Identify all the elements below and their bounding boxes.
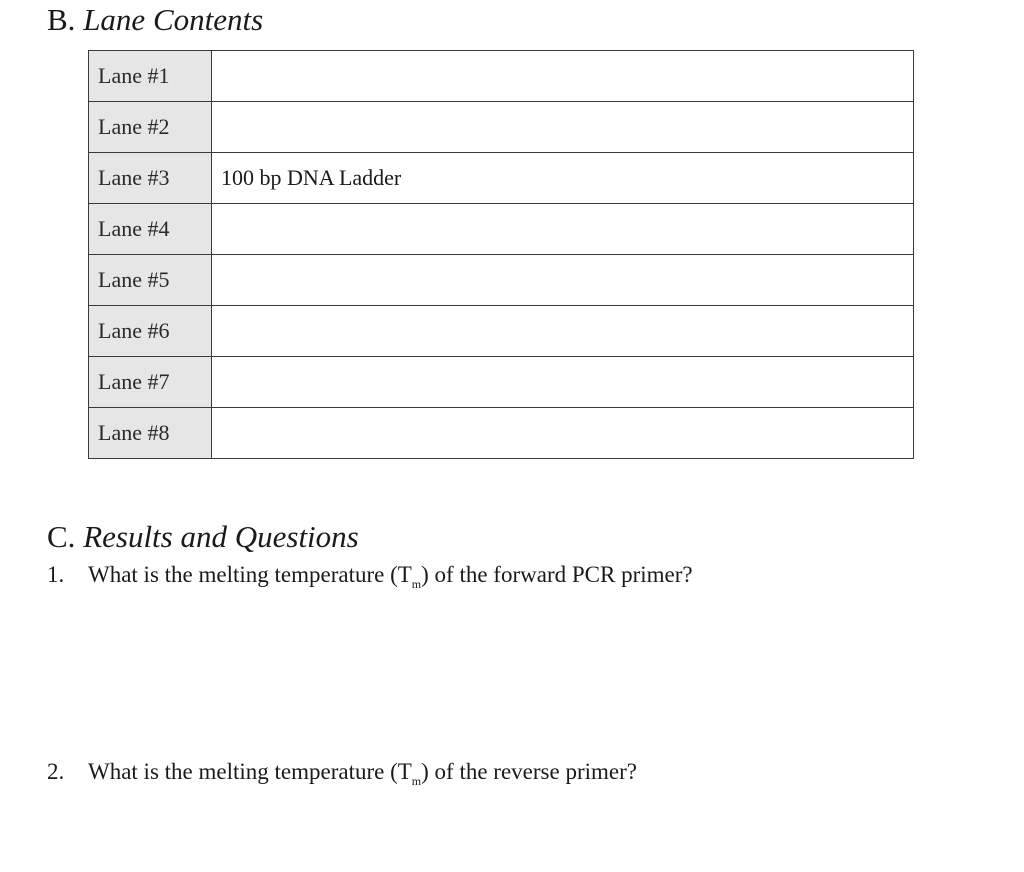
lane-content-cell[interactable] <box>212 204 914 255</box>
lane-label: Lane #7 <box>89 357 212 408</box>
lane-row-5 <box>89 255 914 306</box>
lane-contents-table <box>88 50 914 459</box>
section-c-title: Results and Questions <box>83 519 359 554</box>
lane-row-3 <box>89 153 914 204</box>
question-2 <box>47 759 637 788</box>
lane-row-1 <box>89 51 914 102</box>
question-text-start: What is the melting temperature (T <box>88 562 412 587</box>
lane-label: Lane #6 <box>89 306 212 357</box>
question-text-end: ) of the forward PCR primer? <box>421 562 693 587</box>
lane-label: Lane #5 <box>89 255 212 306</box>
lane-content-cell[interactable]: 100 bp DNA Ladder <box>212 153 914 204</box>
question-subscript: m <box>411 577 422 591</box>
lane-label: Lane #1 <box>89 51 212 102</box>
question-1 <box>47 562 693 591</box>
lane-label: Lane #4 <box>89 204 212 255</box>
question-text-start: What is the melting temperature (T <box>88 759 412 784</box>
lane-content-cell[interactable] <box>212 51 914 102</box>
section-b-title: Lane Contents <box>83 2 264 37</box>
lane-row-8 <box>89 408 914 459</box>
lane-label: Lane #2 <box>89 102 212 153</box>
lane-content-cell[interactable] <box>212 357 914 408</box>
section-b-heading <box>47 4 263 35</box>
section-b-letter: B. <box>47 2 76 37</box>
question-number: 2. <box>47 759 65 784</box>
lane-content-cell[interactable] <box>212 102 914 153</box>
question-number: 1. <box>47 562 65 587</box>
section-c-letter: C. <box>47 519 76 554</box>
lane-row-4 <box>89 204 914 255</box>
question-subscript: m <box>411 774 422 788</box>
lane-content-cell[interactable] <box>212 255 914 306</box>
lane-content-cell[interactable] <box>212 408 914 459</box>
section-c-heading <box>47 521 359 552</box>
lane-row-2 <box>89 102 914 153</box>
question-text-end: ) of the reverse primer? <box>421 759 637 784</box>
lane-label: Lane #3 <box>89 153 212 204</box>
lane-label: Lane #8 <box>89 408 212 459</box>
lane-row-6 <box>89 306 914 357</box>
lane-row-7 <box>89 357 914 408</box>
lane-content-cell[interactable] <box>212 306 914 357</box>
